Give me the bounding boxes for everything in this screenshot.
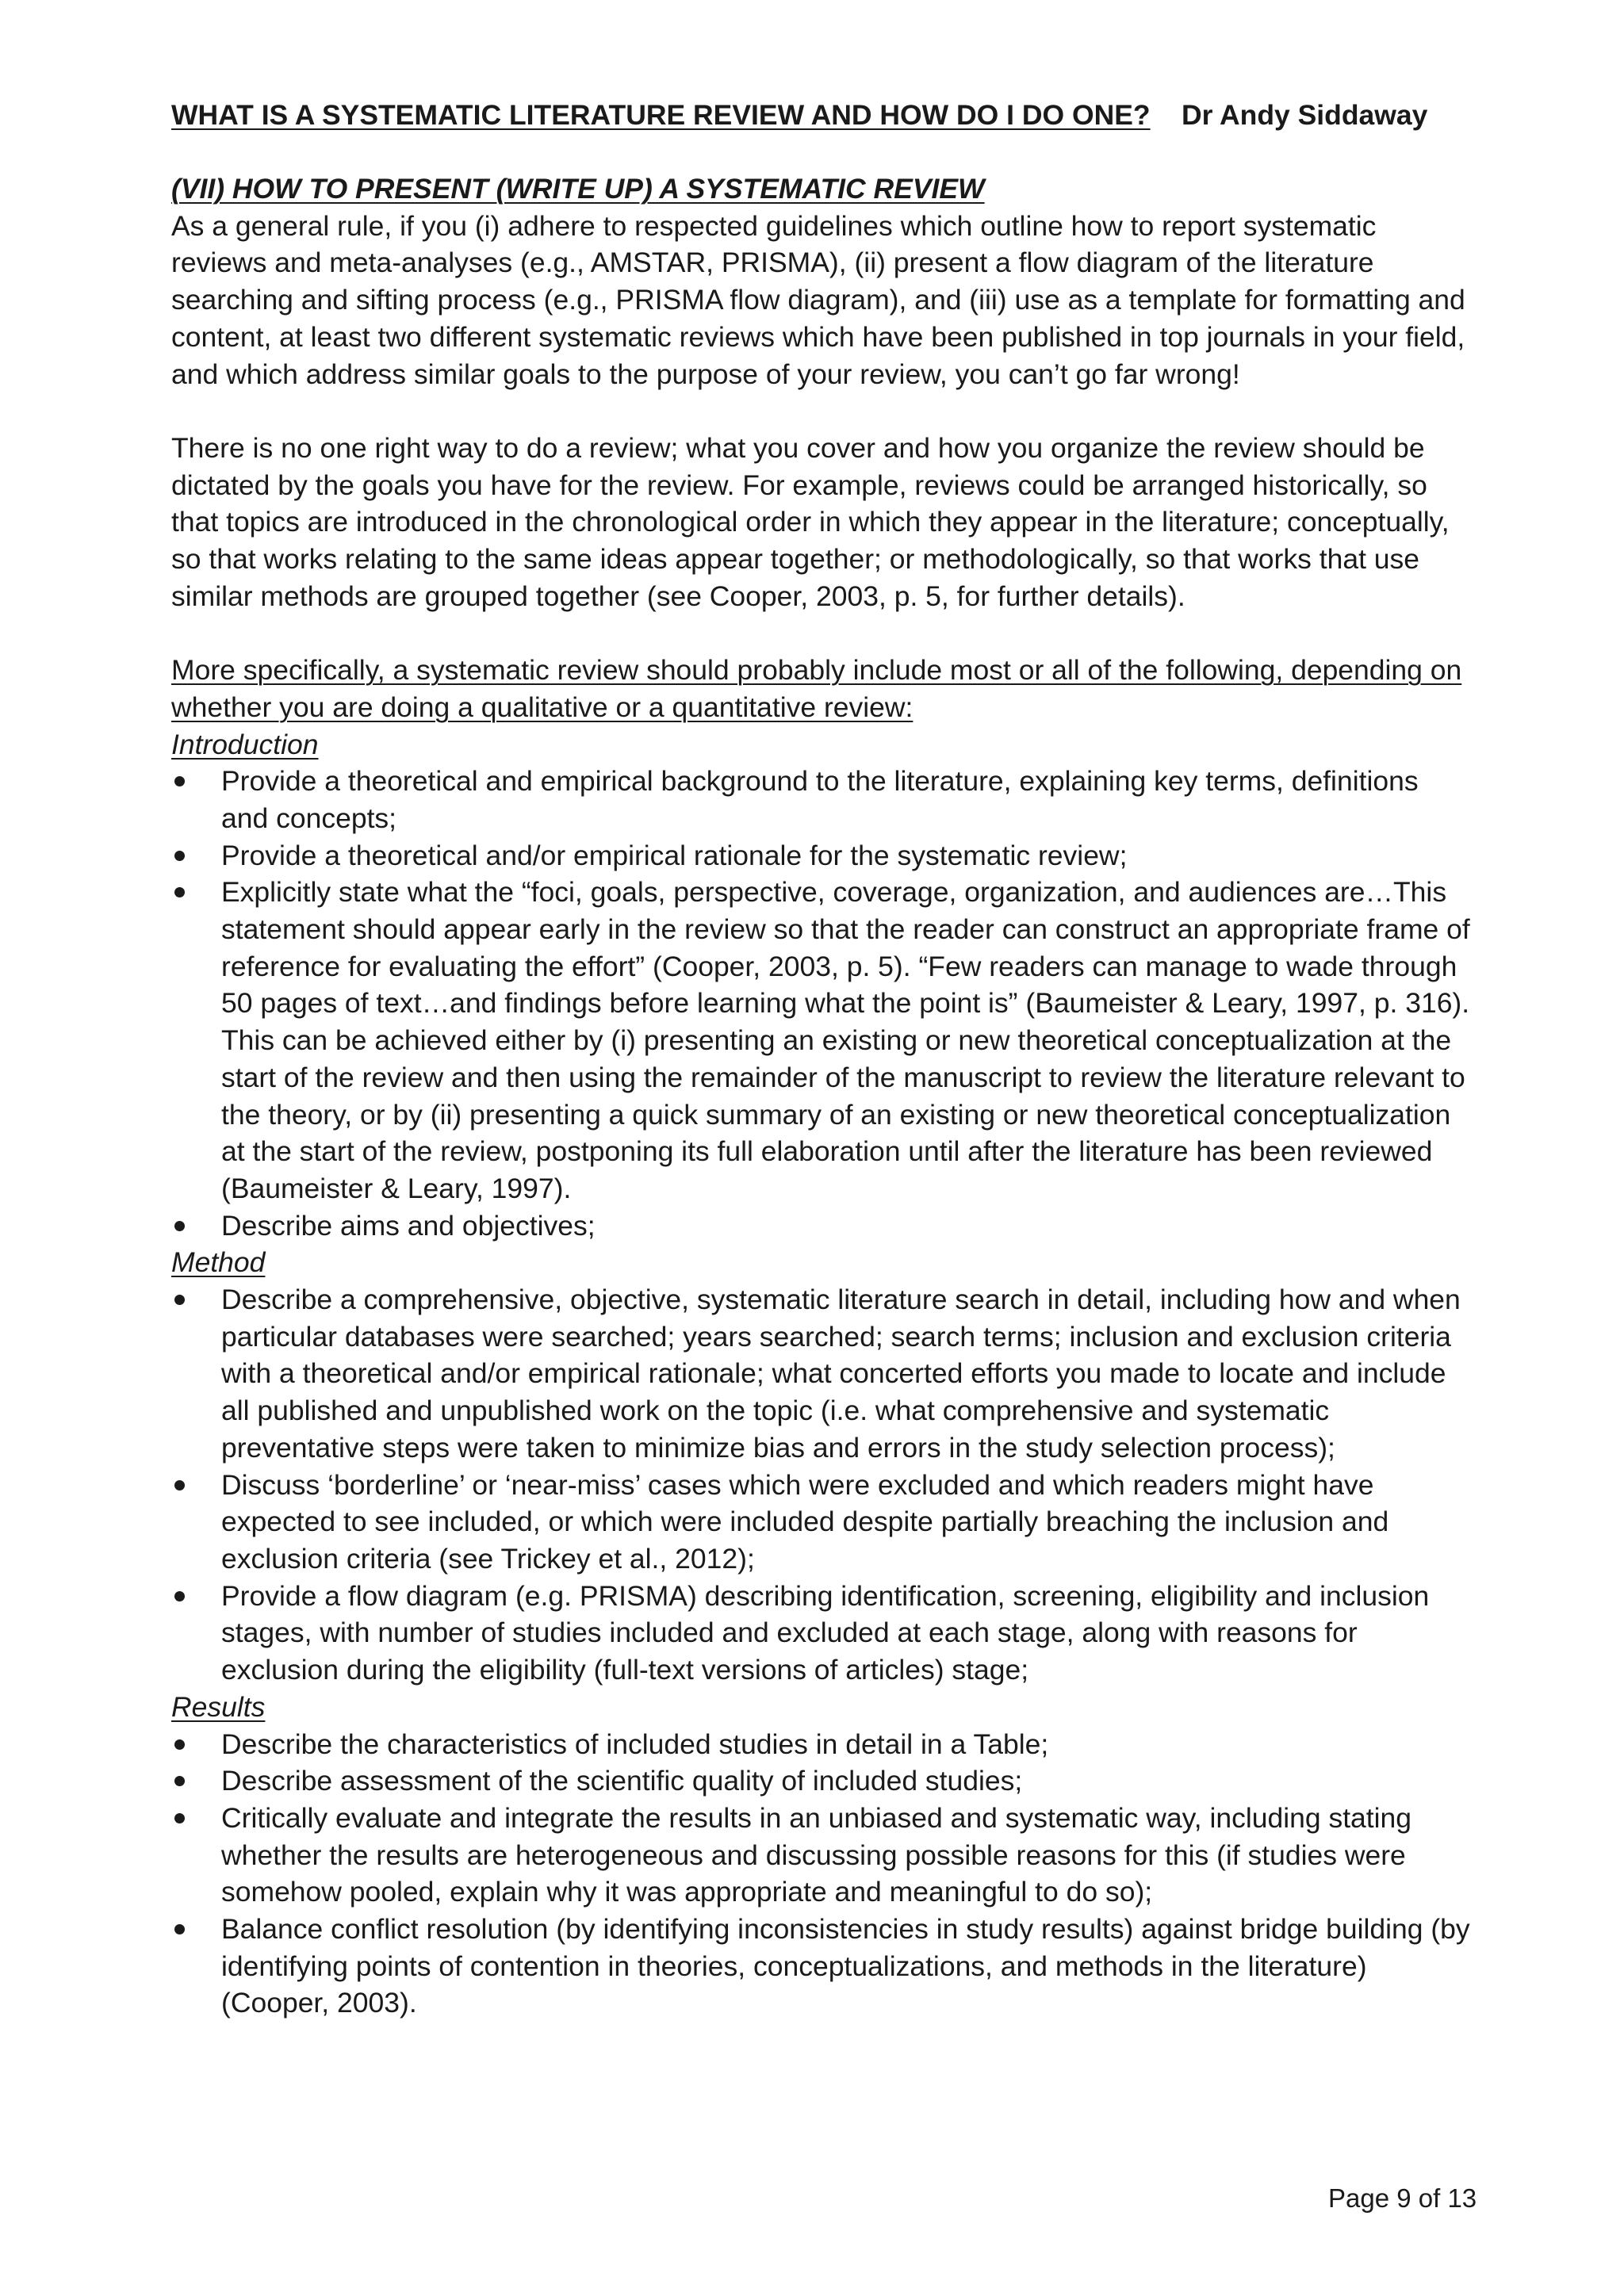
running-header [171, 97, 1472, 134]
bullet-icon [174, 1776, 185, 1786]
list-item-text: Provide a theoretical and empirical background to the literature, explaining key terms, definitions and concepts; [221, 765, 1419, 834]
bullet-icon [174, 1739, 185, 1750]
header-author: Dr Andy Siddaway [1182, 99, 1428, 131]
results-heading: Results [171, 1690, 266, 1723]
list-item-text: Provide a flow diagram (e.g. PRISMA) describing identification, screening, eligibility and inclusion stages, with number of studies included and excluded at each stage, along with reasons for exclusion during the eligibility (full-text versions of articles) stage; [221, 1579, 1430, 1686]
bullet-icon [174, 1480, 185, 1490]
page-number: Page 9 of 13 [1328, 2183, 1477, 2213]
list-item [171, 1467, 1472, 1578]
bullet-icon [174, 887, 185, 897]
document-page [171, 97, 1472, 2022]
bullet-icon [174, 1591, 185, 1601]
header-title: WHAT IS A SYSTEMATIC LITERATURE REVIEW AND HOW DO I DO ONE? [171, 99, 1151, 131]
list-item [171, 763, 1472, 836]
list-item-text: Describe aims and objectives; [221, 1209, 596, 1242]
list-item [171, 1800, 1472, 1911]
list-item [171, 1281, 1472, 1467]
list-item [171, 874, 1472, 1207]
section-title: (VII) HOW TO PRESENT (WRITE UP) A SYSTEMATIC REVIEW [171, 173, 985, 205]
list-item [171, 837, 1472, 874]
list-item-text: Balance conflict resolution (by identifying inconsistencies in study results) against bridge building (by identifying points of contention in theories, conceptualizations, and methods in the literature) (Cooper, 2003). [221, 1913, 1470, 2019]
lead-in-text: More specifically, a systematic review should probably include most or all of the following, depending on whether you are doing a qualitative or a quantitative review: [171, 654, 1462, 723]
list-item-text: Critically evaluate and integrate the results in an unbiased and systematic way, including stating whether the results are heterogeneous and discussing possible reasons for this (if studies were somehow pooled, explain why it was appropriate and meaningful to do so); [221, 1801, 1412, 1908]
method-list [171, 1281, 1472, 1689]
bullet-icon [174, 776, 185, 786]
list-item [171, 1207, 1472, 1245]
list-item-text: Describe the characteristics of included studies in detail in a Table; [221, 1728, 1049, 1760]
list-item [171, 1911, 1472, 2022]
paragraph-guidelines: As a general rule, if you (i) adhere to respected guidelines which outline how to report systematic reviews and meta-analyses (e.g., AMSTAR, PRISMA), (ii) present a flow diagram of the literature searching and sifting process (e.g., PRISMA flow diagram), and (iii) use as a template for formatting and content, at least two different systematic reviews which have been published in top journals in your field, and which address similar goals to the purpose of your review, you can’t go far wrong! [171, 209, 1465, 390]
bullet-icon [174, 1295, 185, 1305]
bullet-icon [174, 1813, 185, 1823]
list-item [171, 1762, 1472, 1800]
list-item-text: Describe assessment of the scientific quality of included studies; [221, 1765, 1023, 1797]
list-item-text: Provide a theoretical and/or empirical rationale for the systematic review; [221, 839, 1128, 871]
method-heading: Method [171, 1246, 266, 1279]
list-item-text: Describe a comprehensive, objective, systematic literature search in detail, including how and when particular databases were searched; years searched; search terms; inclusion and exclusion criteria with a theoretical and/or empirical rationale; what concerted efforts you made to locate and include all published and unpublished work on the topic (i.e. what comprehensive and systematic preventative steps were taken to minimize bias and errors in the study selection process); [221, 1284, 1461, 1464]
list-item [171, 1578, 1472, 1689]
introduction-heading: Introduction [171, 728, 319, 760]
list-item-text: Explicitly state what the “foci, goals, perspective, coverage, organization, and audiences are…This statement should appear early in the review so that the reader can construct an appropriate frame of reference for evaluating the effort” (Cooper, 2003, p. 5). “Few readers can manage to wade through 50 pages of text…and findings before learning what the point is” (Baumeister & Leary, 1997, p. 316). This can be achieved either by (i) presenting an existing or new theoretical conceptualization at the start of the review and then using the remainder of the manuscript to review the literature relevant to the theory, or by (ii) presenting a quick summary of an existing or new theoretical conceptualization at the start of the review, postponing its full elaboration until after the literature has been reviewed (Baumeister & Leary, 1997). [221, 876, 1470, 1204]
introduction-list [171, 763, 1472, 1244]
list-item [171, 1726, 1472, 1763]
bullet-icon [174, 851, 185, 861]
paragraph-organization: There is no one right way to do a review; what you cover and how you organize the review should be dictated by the goals you have for the review. For example, reviews could be arranged historically, so that topics are introduced in the chronological order in which they appear in the literature; conceptually, so that works relating to the same ideas appear together; or methodologically, so that works that use similar methods are grouped together (see Cooper, 2003, p. 5, for further details). [171, 431, 1450, 612]
bullet-icon [174, 1221, 185, 1231]
list-item-text: Discuss ‘borderline’ or ‘near-miss’ cases which were excluded and which readers might have expected to see included, or which were included despite partially breaching the inclusion and exclusion criteria (see Trickey et al., 2012); [221, 1468, 1389, 1575]
results-list [171, 1726, 1472, 2022]
bullet-icon [174, 1924, 185, 1934]
